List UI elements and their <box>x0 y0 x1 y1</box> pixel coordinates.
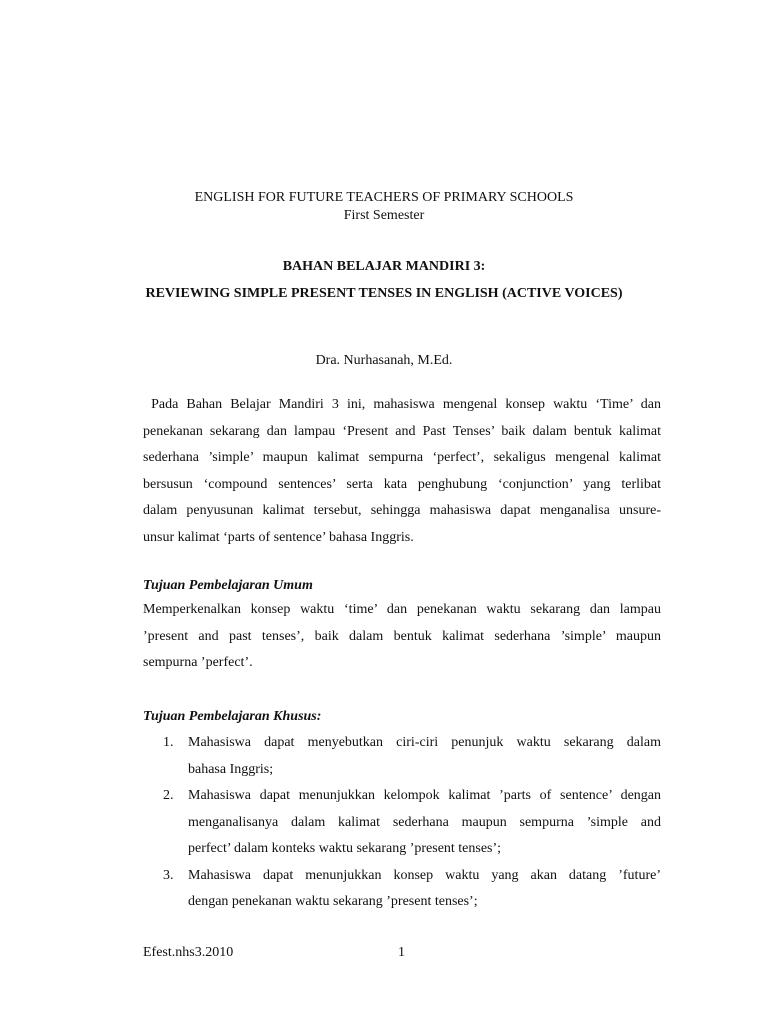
list-item-line: menganalisanya dalam kalimat sederhana maupun sempurna ’simple and <box>188 814 661 830</box>
specific-objectives-heading: Tujuan Pembelajaran Khusus: <box>143 709 322 724</box>
intro-line: penekanan sekarang dan lampau ‘Present and Past Tenses’ baik dalam bentuk kalimat <box>143 423 661 439</box>
page-number: 1 <box>398 945 405 960</box>
list-item-line: dengan penekanan waktu sekarang ’present tenses’; <box>188 894 478 909</box>
list-item-line: perfect’ dalam konteks waktu sekarang ’present tenses’; <box>188 841 502 856</box>
list-number: 3. <box>163 867 174 883</box>
footer-code: Efest.nhs3.2010 <box>143 945 234 960</box>
list-item-text <box>188 730 661 783</box>
list-number: 2. <box>163 788 174 803</box>
general-objective-heading: Tujuan Pembelajaran Umum <box>143 578 313 593</box>
general-objective-paragraph <box>143 597 661 677</box>
list-item-line: Mahasiswa dapat menunjukkan kelompok kalimat ’parts of sentence’ dengan <box>188 788 661 803</box>
intro-line: Pada Bahan Belajar Mandiri 3 ini, mahasiswa mengenal konsep waktu ‘Time’ dan <box>143 397 661 412</box>
module-number-title: BAHAN BELAJAR MANDIRI 3: <box>282 259 486 274</box>
intro-line: bersusun ‘compound sentences’ serta kata penghubung ‘conjunction’ yang terlibat <box>143 476 661 492</box>
list-number: 1. <box>163 735 174 750</box>
list-item-line: Mahasiswa dapat menunjukkan konsep waktu yang akan datang ’future’ <box>188 867 661 883</box>
course-title: ENGLISH FOR FUTURE TEACHERS OF PRIMARY SCHOOLS <box>194 190 574 205</box>
general-objective-line: Memperkenalkan konsep waktu ‘time’ dan penekanan waktu sekarang dan lampau <box>143 602 661 617</box>
author-name: Dra. Nurhasanah, M.Ed. <box>315 353 453 368</box>
list-item-line: bahasa Inggris; <box>188 761 274 777</box>
intro-line: unsur kalimat ‘parts of sentence’ bahasa Inggris. <box>143 529 414 545</box>
module-subtitle: REVIEWING SIMPLE PRESENT TENSES IN ENGLISH (ACTIVE VOICES) <box>145 286 623 301</box>
general-objective-line: sempurna ’perfect’. <box>143 655 253 670</box>
list-item-text <box>188 783 661 863</box>
intro-paragraph <box>143 392 661 551</box>
intro-line: sederhana ’simple’ maupun kalimat sempurna ‘perfect’, sekaligus mengenal kalimat <box>143 450 661 465</box>
semester-label: First Semester <box>343 208 425 223</box>
general-objective-line: ’present and past tenses’, baik dalam bentuk kalimat sederhana ’simple’ maupun <box>143 628 661 644</box>
intro-line: dalam penyusunan kalimat tersebut, sehingga mahasiswa dapat menganalisa unsure- <box>143 503 661 518</box>
list-item-line: Mahasiswa dapat menyebutkan ciri-ciri penunjuk waktu sekarang dalam <box>188 735 661 750</box>
list-item-text <box>188 863 661 916</box>
